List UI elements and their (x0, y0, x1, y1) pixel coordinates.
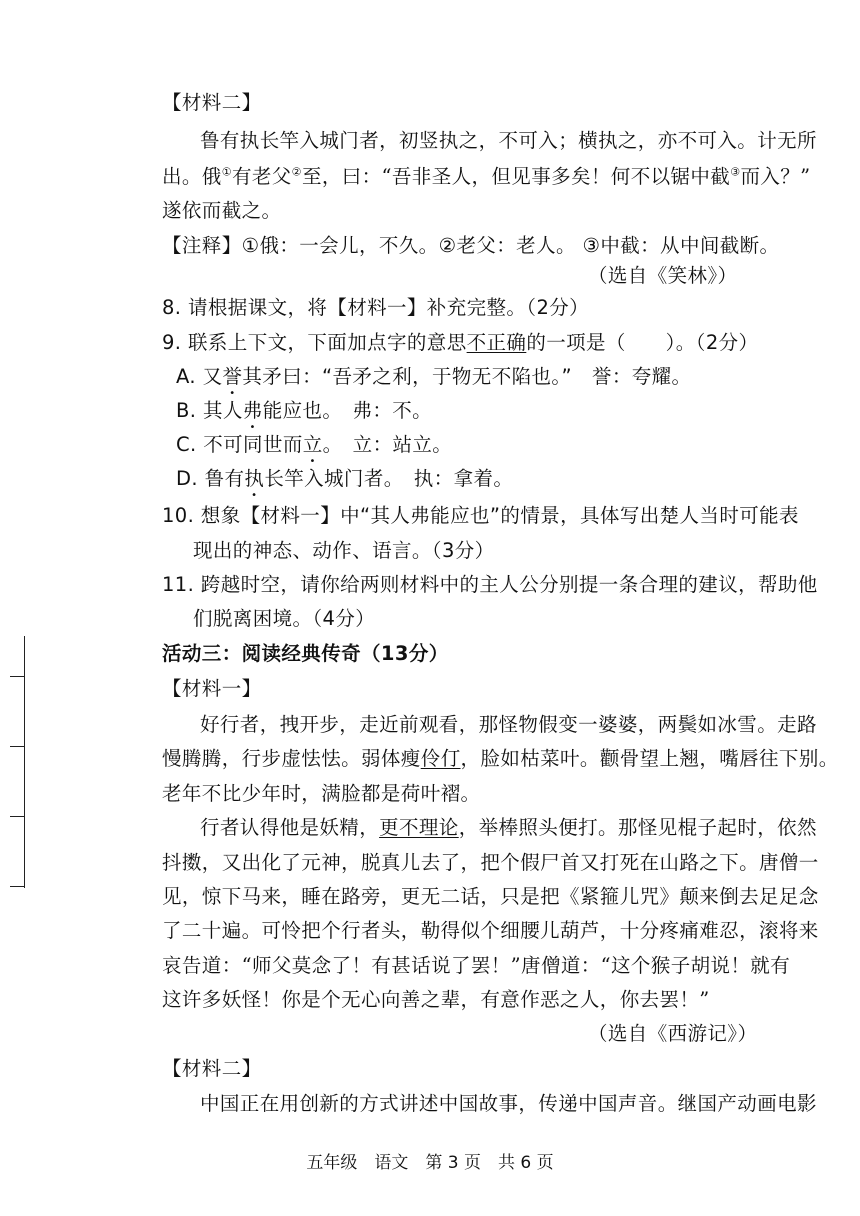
question-11-cont: 们脱离困境。（4分） (193, 607, 376, 630)
binding-tick (10, 676, 25, 677)
source-citation: （选自《笑林》） (588, 264, 738, 287)
underlined-phrase: 更不理论 (379, 816, 459, 839)
passage-line: 鲁有执长竿入城门者，初竖执之，不可入；横执之，亦不可入。计无所 (200, 129, 817, 152)
footnote-mark: ① (221, 165, 232, 179)
passage-line: 抖擞，又出化了元神，脱真儿去了，把个假尸首又打死在山路之下。唐僧一 (162, 851, 819, 874)
dotted-char: 誉 (222, 365, 243, 388)
binding-tick (10, 816, 25, 817)
footnote-mark: ③ (730, 165, 741, 179)
question-10: 10. 想象【材料一】中“其人弗能应也”的情景，具体写出楚人当时可能表 (162, 504, 799, 527)
passage-line: 哀告道：“师父莫念了！有甚话说了罢！”唐僧道：“这个猴子胡说！就有 (162, 954, 791, 977)
passage-line: 了二十遍。可怜把个行者头，勒得似个细腰儿葫芦，十分疼痛难忍，滚将来 (162, 919, 819, 942)
passage-line: 见，惊下马来，睡在路旁，更无二话，只是把《紧箍儿咒》颠来倒去足足念 (162, 885, 819, 908)
dotted-char: 执 (244, 467, 265, 490)
page-footer: 五年级 语文 第 3 页 共 6 页 (306, 1153, 554, 1173)
passage-line: 老年不比少年时，满脸都是荷叶褶。 (162, 782, 481, 805)
annotation: 【注释】①俄：一会儿，不久。②老父：老人。 ③中截：从中间截断。 (162, 234, 780, 257)
underlined-phrase: 不正确 (466, 331, 527, 354)
material-1-heading: 【材料一】 (162, 677, 262, 700)
passage-line: 行者认得他是妖精，更不理论，举棒照头便打。那怪见棍子起时，依然 (200, 816, 817, 839)
footnote-mark: ② (291, 165, 302, 179)
underlined-phrase: 伶仃 (420, 747, 461, 770)
passage-line: 慢腾腾，行步虚怯怯。弱体瘦伶仃，脸如枯菜叶。颧骨望上翘，嘴唇往下别。 (162, 747, 839, 770)
passage-line: 这许多妖怪！你是个无心向善之辈，有意作恶之人，你去罢！” (162, 988, 710, 1011)
source-citation: （选自《西游记》） (588, 1022, 758, 1045)
question-8: 8. 请根据课文，将【材料一】补充完整。（2分） (162, 296, 590, 319)
binding-tick (10, 886, 25, 887)
passage-line: 遂依而截之。 (162, 199, 282, 222)
passage-line: 出。俄①有老父②至，曰：“吾非圣人，但见事多矣！何不以锯中截③而入？” (162, 165, 811, 188)
activity-3-title: 活动三：阅读经典传奇（13分） (162, 642, 449, 665)
binding-tick (10, 746, 25, 747)
question-9: 9. 联系上下文，下面加点字的意思不正确的一项是（ ）。（2分） (162, 331, 759, 354)
dotted-char: 弗 (242, 399, 263, 422)
binding-mark (24, 636, 25, 888)
question-10-cont: 现出的神态、动作、语言。（3分） (193, 539, 495, 562)
question-11: 11. 跨越时空，请你给两则材料中的主人公分别提一条合理的建议，帮助他 (162, 573, 818, 596)
passage-line: 中国正在用创新的方式讲述中国故事，传递中国声音。继国产动画电影 (200, 1092, 817, 1115)
passage-line: 好行者，拽开步，走近前观看，那怪物假变一婆婆，两鬓如冰雪。走路 (200, 713, 817, 736)
option-c: C. 不可同世而立。 立：站立。 (176, 433, 453, 456)
dotted-char: 立 (302, 433, 323, 456)
option-d: D. 鲁有执长竿入城门者。 执：拿着。 (176, 467, 514, 490)
option-b: B. 其人弗能应也。 弗：不。 (176, 399, 433, 422)
material-2-heading: 【材料二】 (162, 1057, 262, 1080)
option-a: A. 又誉其矛曰：“吾矛之利，于物无不陷也。” 誉：夸耀。 (176, 365, 692, 388)
material-2-heading: 【材料二】 (162, 91, 262, 114)
